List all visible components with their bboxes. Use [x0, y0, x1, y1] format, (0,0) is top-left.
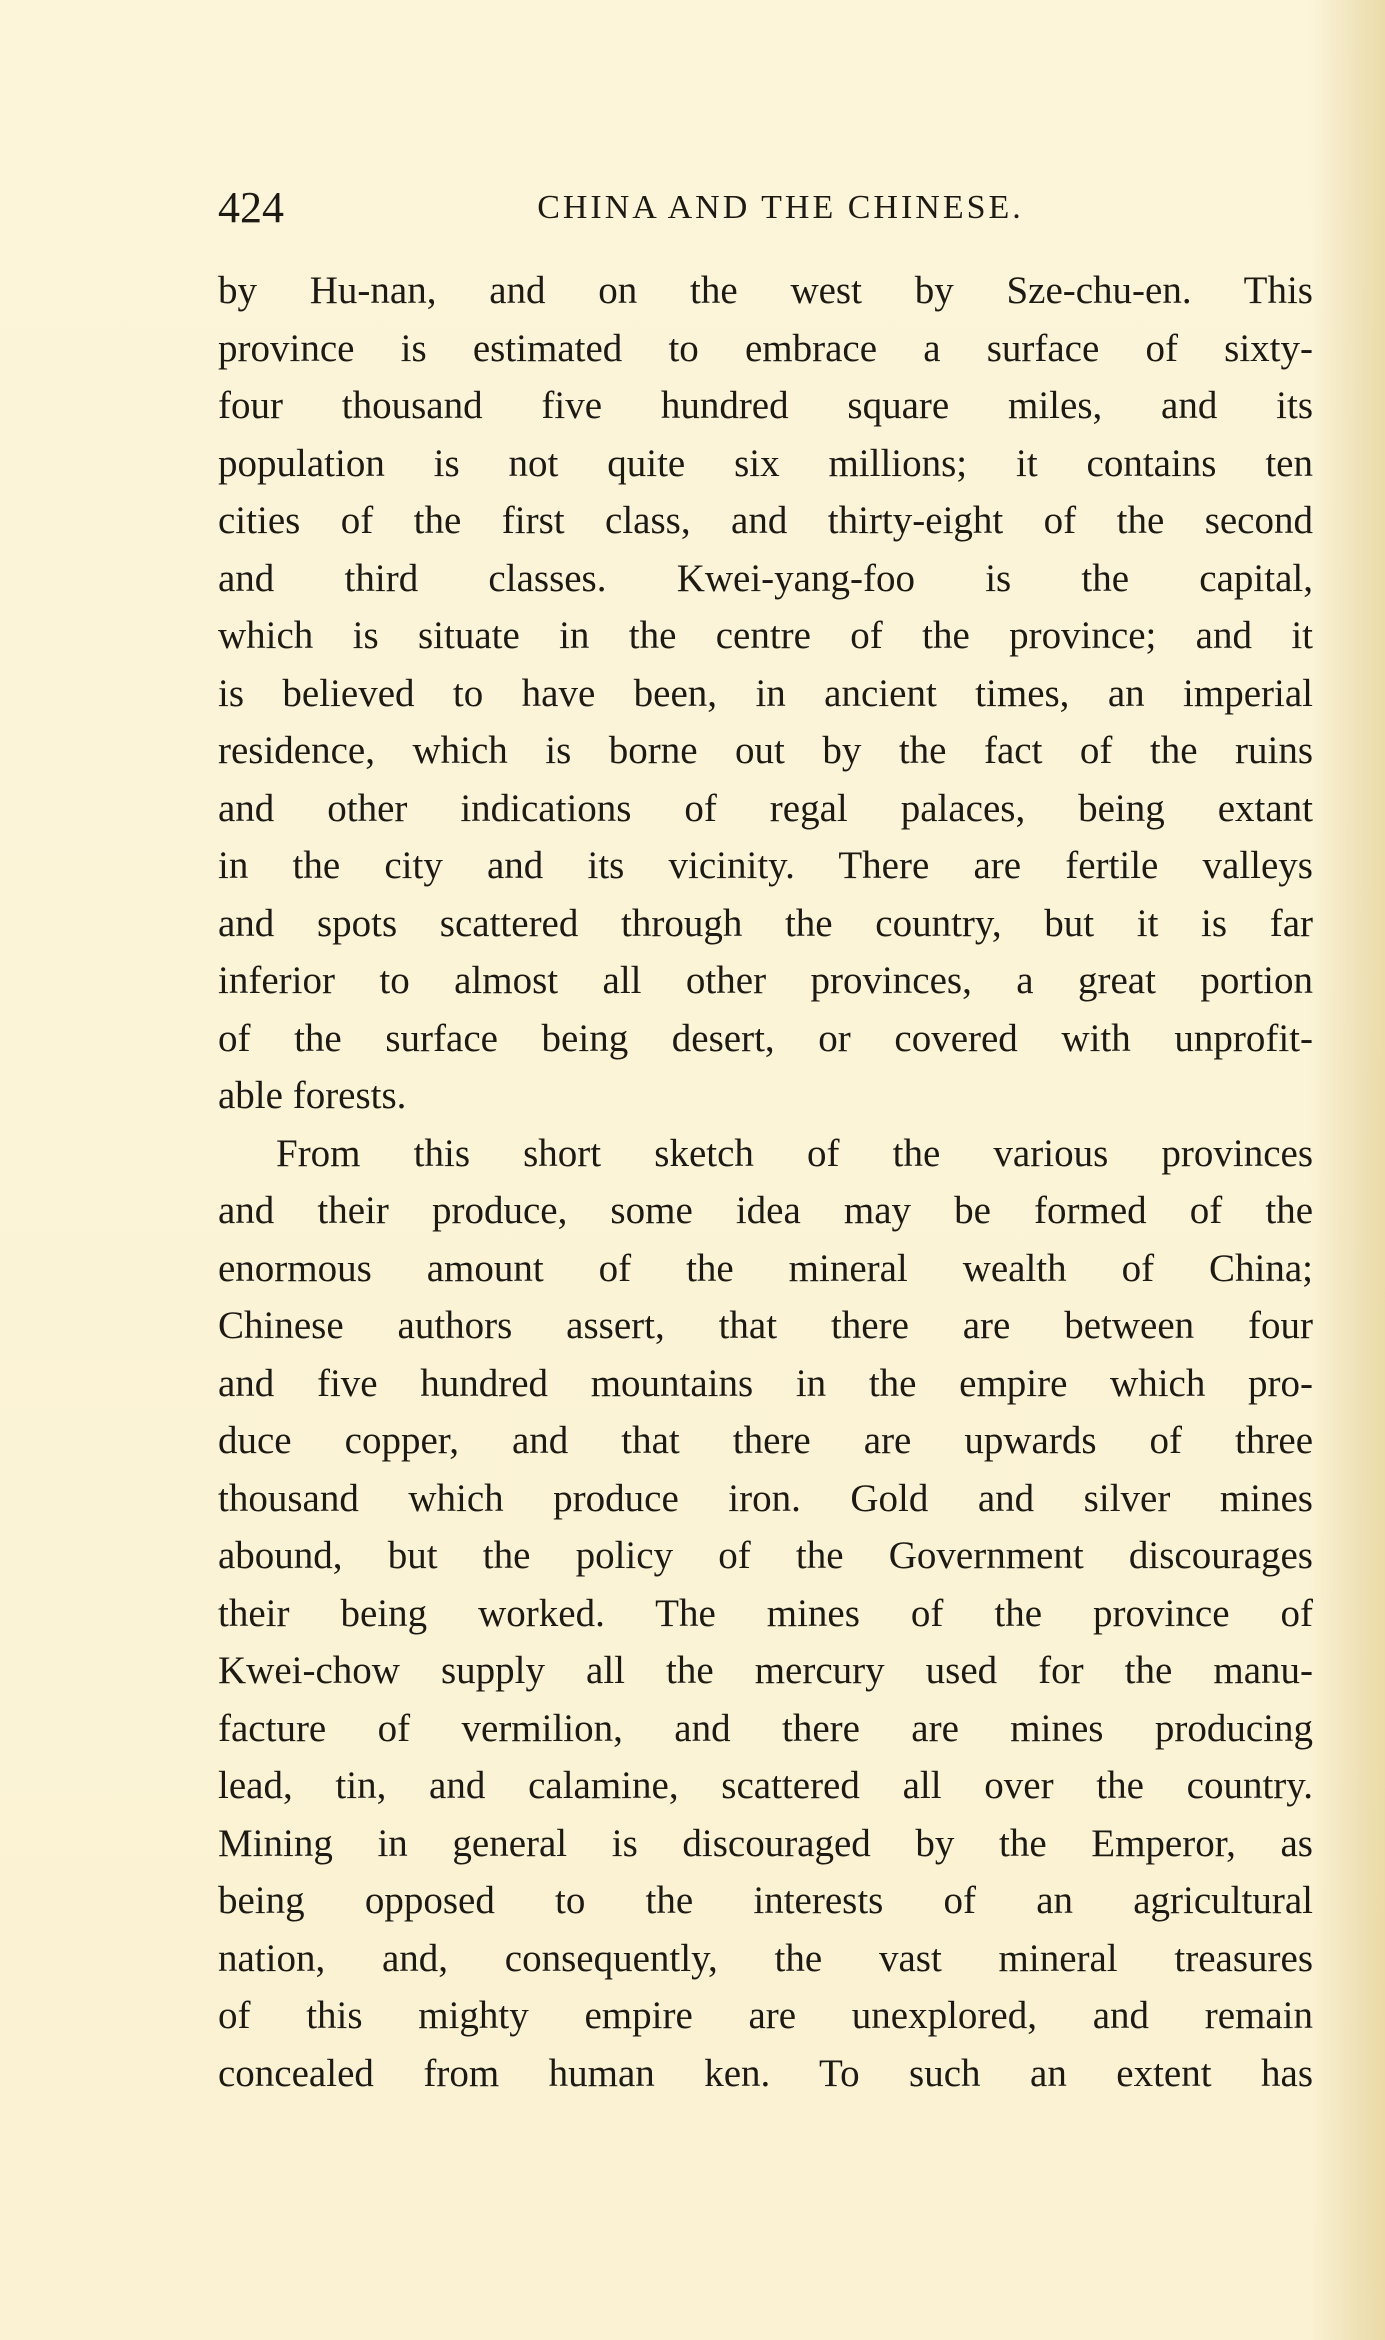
text-line: and five hundred mountains in the empire which pro- [218, 1361, 1313, 1405]
text-line: population is not quite six millions; it contains ten [218, 441, 1313, 485]
text-line: abound, but the policy of the Government discourages [218, 1534, 1313, 1577]
text-line: cities of the first class, and thirty-eight of the second [218, 499, 1313, 542]
text-line: inferior to almost all other provinces, a great portion [218, 959, 1313, 1002]
text-line: of this mighty empire are unexplored, and remain [218, 1994, 1313, 2037]
text-line: and third classes. Kwei-yang-foo is the capital, [218, 556, 1313, 600]
text-line: concealed from human ken. To such an extent has [218, 2051, 1313, 2095]
text-line: province is estimated to embrace a surface of sixty- [218, 326, 1313, 370]
text-line: lead, tin, and calamine, scattered all over the country. [218, 1764, 1313, 1807]
text-line: and other indications of regal palaces, being extant [218, 786, 1313, 830]
running-title: CHINA AND THE CHINESE. [537, 189, 1024, 226]
page-number: 424 [218, 183, 284, 232]
text-line: is believed to have been, in ancient times, an imperial [218, 671, 1313, 715]
paragraph-start-line: From this short sketch of the various provinces [276, 1131, 1313, 1175]
body-text [218, 262, 1313, 2102]
text-line: facture of vermilion, and there are mines producing [218, 1706, 1313, 1750]
text-line: Kwei-chow supply all the mercury used for the manu- [218, 1649, 1313, 1692]
text-line: and their produce, some idea may be formed of the [218, 1189, 1313, 1232]
text-line: nation, and, consequently, the vast mineral treasures [218, 1936, 1313, 1980]
text-line: being opposed to the interests of an agricultural [218, 1879, 1313, 1922]
text-line: enormous amount of the mineral wealth of China; [218, 1246, 1313, 1290]
text-line: duce copper, and that there are upwards of three [218, 1419, 1313, 1462]
text-line: in the city and its vicinity. There are fertile valleys [218, 844, 1313, 887]
text-line: four thousand five hundred square miles, and its [218, 384, 1313, 427]
page-header [218, 180, 1313, 236]
text-line: by Hu-nan, and on the west by Sze-chu-en. This [218, 269, 1313, 312]
text-line: thousand which produce iron. Gold and silver mines [218, 1476, 1313, 1520]
text-line: Mining in general is discouraged by the Emperor, as [218, 1821, 1313, 1865]
text-line: and spots scattered through the country, but it is far [218, 901, 1313, 945]
text-line: which is situate in the centre of the province; and it [218, 614, 1313, 657]
text-line: their being worked. The mines of the province of [218, 1591, 1313, 1635]
text-line: residence, which is borne out by the fact of the ruins [218, 729, 1313, 772]
text-line: able forests. [218, 1074, 407, 1117]
text-line: Chinese authors assert, that there are between four [218, 1304, 1313, 1347]
text-line: of the surface being desert, or covered with unprofit- [218, 1016, 1313, 1060]
